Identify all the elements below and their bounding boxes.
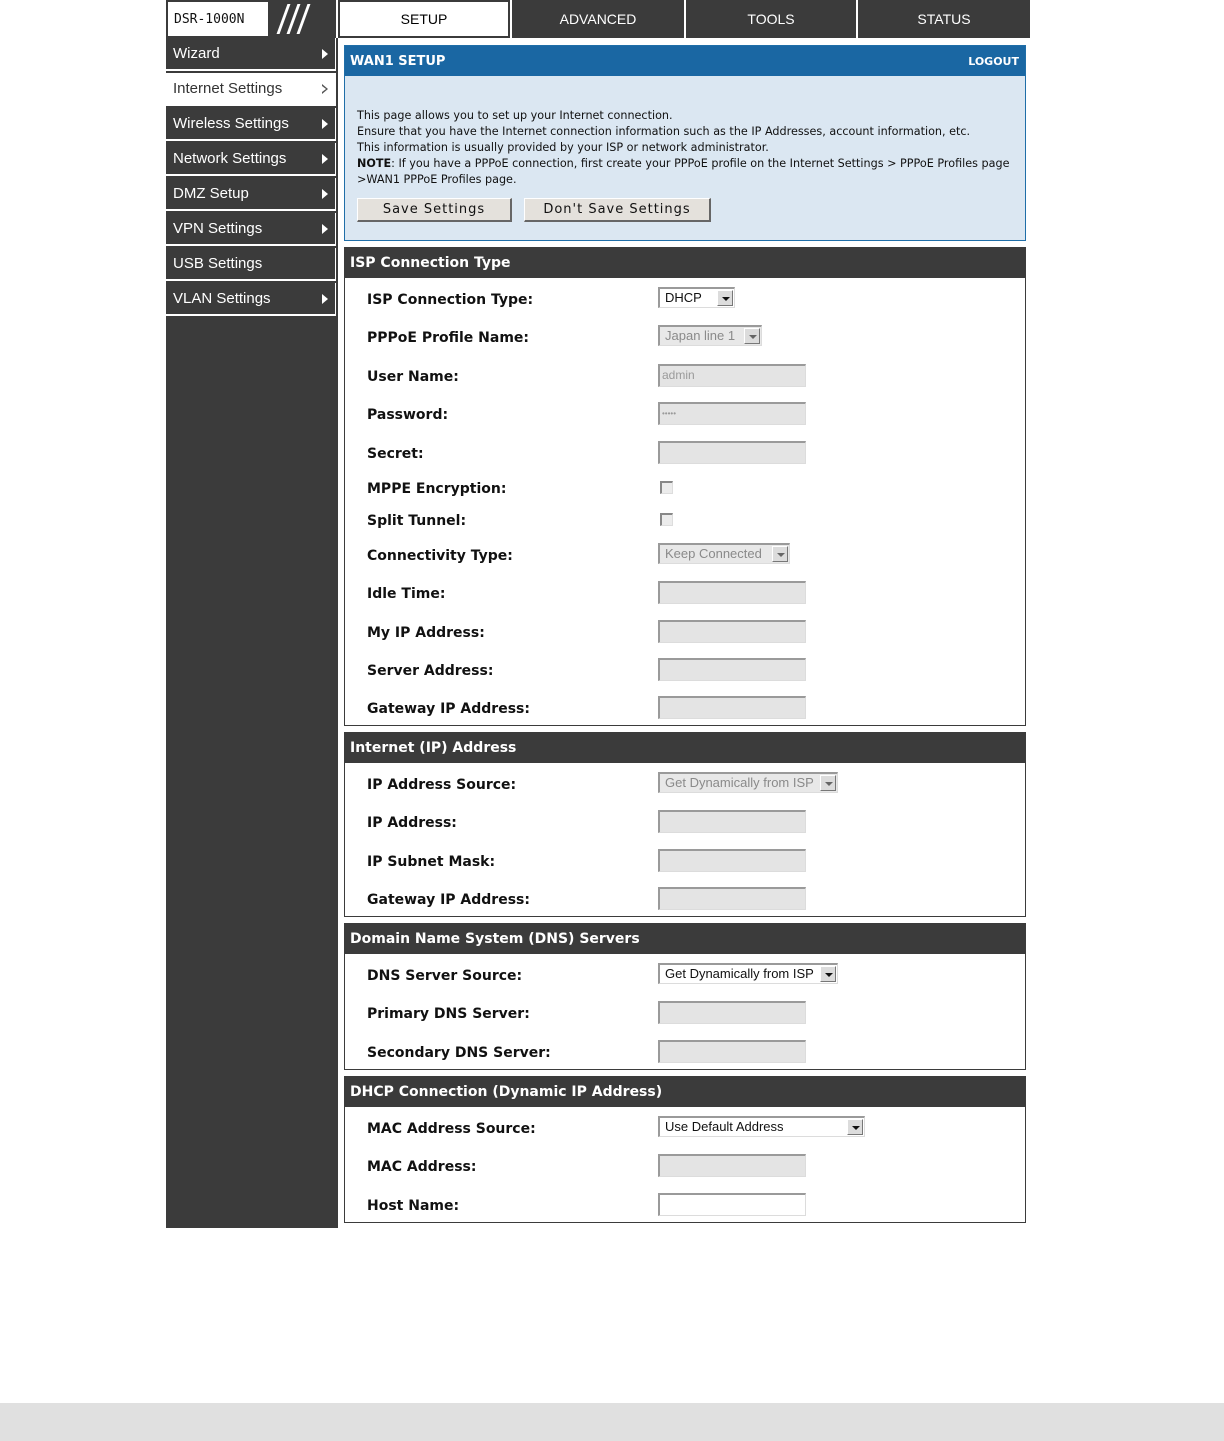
- dns-server-source-select[interactable]: Get Dynamically from ISP: [658, 963, 838, 984]
- dont-save-settings-button[interactable]: Don't Save Settings: [524, 198, 711, 222]
- connectivity-type-select[interactable]: Keep Connected: [658, 543, 790, 564]
- sidebar-item-vlan-settings[interactable]: [166, 283, 336, 316]
- router-admin-app: [166, 0, 1030, 1228]
- logo-model-text: DSR-1000N: [174, 12, 245, 27]
- logo-slash-icon: [268, 0, 334, 36]
- top-nav: [166, 0, 1030, 38]
- sidebar-item-label: VPN Settings: [173, 220, 263, 237]
- internet-ip-address-section: Internet (IP) Address IP Address Source: Get Dynamically from ISP IP Address: IP Subnet Mask: Gateway IP Address:: [344, 732, 1026, 917]
- primary-dns-field[interactable]: [658, 1001, 806, 1024]
- host-name-field[interactable]: [658, 1193, 806, 1216]
- pppoe-profile-select[interactable]: Japan line 1: [658, 325, 762, 346]
- chevron-right-icon: [322, 154, 328, 164]
- sidebar-item-label: VLAN Settings: [173, 290, 271, 307]
- my-ip-address-field[interactable]: [658, 620, 806, 643]
- save-settings-button[interactable]: Save Settings: [357, 198, 512, 222]
- page-description: This page allows you to set up your Internet connection. Ensure that you have the Internet connection information such as the IP Addresses, account information, etc. This information is usually provided by your ISP or network administrator. NOTE: If you have a PPPoE connection, first create your PPPoE profile on the Internet Settings > PPPoE Profiles page >WAN1 PPPoE Profiles page.: [357, 109, 1010, 186]
- ip-subnet-mask-field[interactable]: [658, 849, 806, 872]
- sidebar-item-label: Wizard: [173, 45, 220, 62]
- tab-setup[interactable]: SETUP: [338, 0, 510, 38]
- tab-status[interactable]: STATUS: [856, 0, 1030, 38]
- sidebar-item-label: Wireless Settings: [173, 115, 289, 132]
- sidebar-item-usb-settings[interactable]: [166, 248, 336, 281]
- chevron-down-icon: [744, 328, 760, 344]
- chevron-down-icon: [820, 775, 836, 791]
- isp-connection-type-select[interactable]: DHCP: [658, 287, 735, 308]
- chevron-down-icon: [820, 966, 836, 982]
- ip-address-source-select[interactable]: Get Dynamically from ISP: [658, 772, 838, 793]
- sidebar-item-label: Internet Settings: [173, 80, 283, 97]
- username-field[interactable]: admin: [658, 364, 806, 387]
- sidebar-item-label: USB Settings: [173, 255, 263, 272]
- secondary-dns-field[interactable]: [658, 1040, 806, 1063]
- mppe-encryption-checkbox[interactable]: [660, 481, 673, 494]
- chevron-down-icon: [847, 1119, 863, 1135]
- mac-address-source-select[interactable]: Use Default Address: [658, 1116, 865, 1137]
- logout-link[interactable]: LOGOUT: [968, 55, 1019, 68]
- split-tunnel-checkbox[interactable]: [660, 513, 673, 526]
- sidebar: [166, 38, 338, 1228]
- tab-advanced[interactable]: ADVANCED: [510, 0, 684, 38]
- section-title: Internet (IP) Address: [345, 733, 1025, 763]
- chevron-right-icon: [322, 84, 328, 94]
- section-title: DHCP Connection (Dynamic IP Address): [345, 1077, 1025, 1107]
- password-field[interactable]: •••••: [658, 402, 806, 425]
- sidebar-item-wireless-settings[interactable]: [166, 108, 336, 141]
- idle-time-field[interactable]: [658, 581, 806, 604]
- dns-servers-section: Domain Name System (DNS) Servers DNS Server Source: Get Dynamically from ISP Primary DNS Server: Secondary DNS Server:: [344, 923, 1026, 1070]
- sidebar-item-wizard[interactable]: [166, 38, 336, 71]
- page-footer-band: [0, 1403, 1224, 1441]
- mac-address-field[interactable]: [658, 1154, 806, 1177]
- isp-connection-section: ISP Connection Type ISP Connection Type: DHCP PPPoE Profile Name: Japan line 1 User Name: admin Password: ••••• Secret: MPPE Encryption: Split Tunnel: Connectivity Type: Keep Connected Idle Time: My IP Address: Server Address: Gateway IP Address:: [344, 247, 1026, 726]
- tab-tools[interactable]: TOOLS: [684, 0, 856, 38]
- sidebar-item-network-settings[interactable]: [166, 143, 336, 176]
- page-title: WAN1 SETUP: [350, 53, 446, 69]
- sidebar-item-label: Network Settings: [173, 150, 287, 167]
- chevron-right-icon: [322, 189, 328, 199]
- sidebar-item-vpn-settings[interactable]: [166, 213, 336, 246]
- logo: [166, 0, 336, 38]
- sidebar-item-label: DMZ Setup: [173, 185, 249, 202]
- ip-address-field[interactable]: [658, 810, 806, 833]
- chevron-down-icon: [772, 546, 788, 562]
- chevron-right-icon: [322, 49, 328, 59]
- dhcp-connection-section: DHCP Connection (Dynamic IP Address) MAC Address Source: Use Default Address MAC Address: Host Name:: [344, 1076, 1026, 1223]
- wan-setup-panel: [344, 45, 1026, 241]
- chevron-right-icon: [322, 119, 328, 129]
- server-address-field[interactable]: [658, 658, 806, 681]
- chevron-down-icon: [717, 290, 733, 306]
- section-title: ISP Connection Type: [345, 248, 1025, 278]
- isp-gateway-ip-field[interactable]: [658, 696, 806, 719]
- section-title: Domain Name System (DNS) Servers: [345, 924, 1025, 954]
- ip-gateway-field[interactable]: [658, 887, 806, 910]
- sidebar-item-internet-settings[interactable]: [166, 73, 336, 106]
- secret-field[interactable]: [658, 441, 806, 464]
- chevron-right-icon: [322, 224, 328, 234]
- sidebar-item-dmz-setup[interactable]: [166, 178, 336, 211]
- chevron-right-icon: [322, 294, 328, 304]
